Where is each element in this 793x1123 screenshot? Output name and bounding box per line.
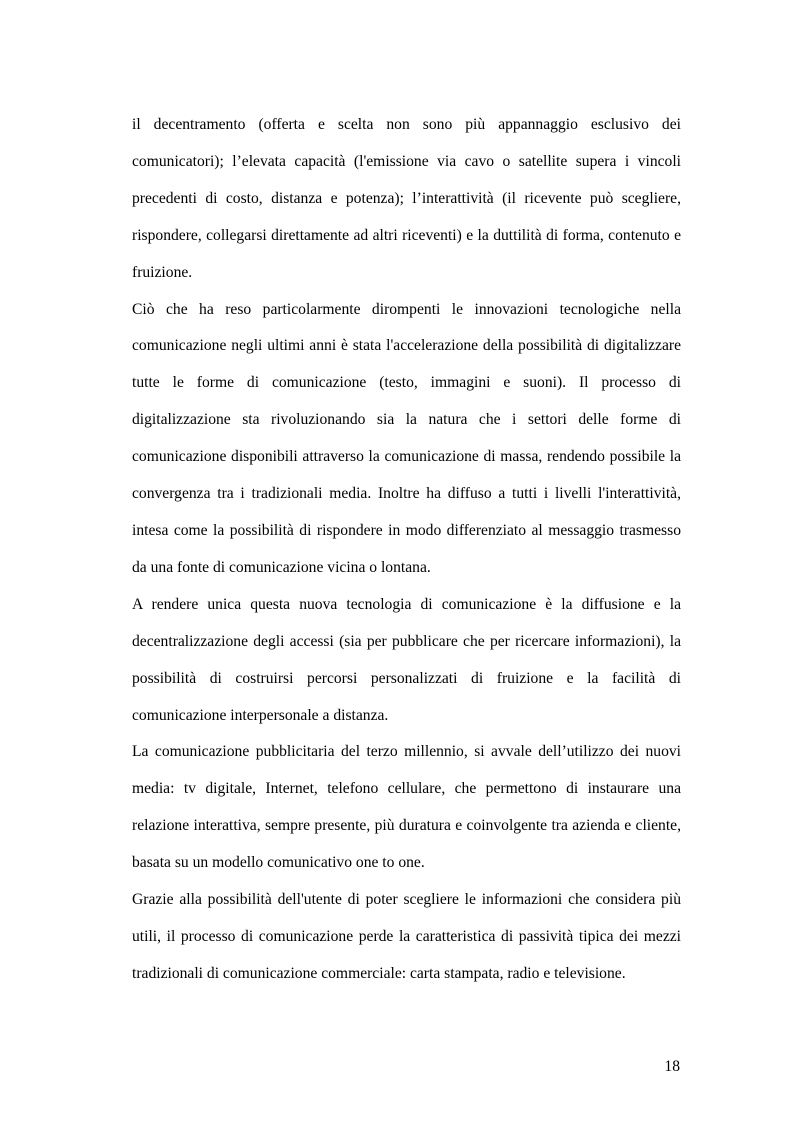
page-number: 18	[664, 1058, 680, 1075]
paragraph-5: Grazie alla possibilità dell'utente di poter scegliere le informazioni che considera più utili, il processo di comunicazione perde la caratteristica di passività tipica dei mezzi tradizionali di comunicazione commerciale: carta stampata, radio e televisione.	[132, 891, 681, 982]
paragraph-1: il decentramento (offerta e scelta non sono più appannaggio esclusivo dei comunicatori); l’elevata capacità (l'emissione via cavo o satellite supera i vincoli precedenti di costo, distanza e potenza); l’interattività (il ricevente può scegliere, rispondere, collegarsi direttamente ad altri riceventi) e la duttilità di forma, contenuto e fruizione.	[132, 116, 681, 281]
paragraph-3: A rendere unica questa nuova tecnologia di comunicazione è la diffusione e la decentralizzazione degli accessi (sia per pubblicare che per ricercare informazioni), la possibilità di costruirsi percorsi personalizzati di fruizione e la facilità di comunicazione interpersonale a distanza.	[132, 595, 681, 724]
paragraph-2: Ciò che ha reso particolarmente dirompenti le innovazioni tecnologiche nella comunicazione negli ultimi anni è stata l'accelerazione della possibilità di digitalizzare tutte le forme di comunicazione (testo, immagini e suoni). Il processo di digitalizzazione sta rivoluzionando sia la natura che i settori delle forme di comunicazione disponibili attraverso la comunicazione di massa, rendendo possibile la convergenza tra i tradizionali media. Inoltre ha diffuso a tutti i livelli l'interattività, intesa come la possibilità di rispondere in modo differenziato al messaggio trasmesso da una fonte di comunicazione vicina o lontana.	[132, 300, 681, 576]
page-body	[132, 107, 681, 993]
paragraph-4: La comunicazione pubblicitaria del terzo millennio, si avvale dell’utilizzo dei nuovi media: tv digitale, Internet, telefono cellulare, che permettono di instaurare una relazione interattiva, sempre presente, più duratura e coinvolgente tra azienda e cliente, basata su un modello comunicativo one to one.	[132, 743, 681, 872]
